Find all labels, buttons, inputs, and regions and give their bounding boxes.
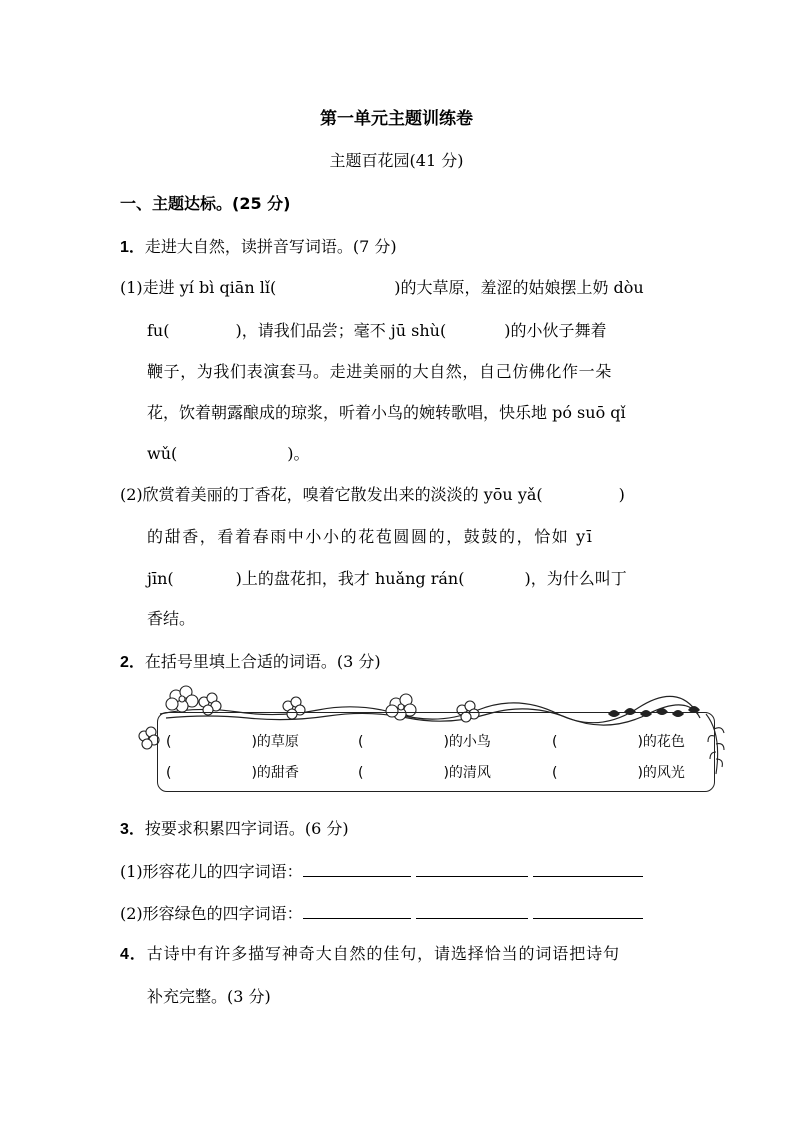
answer-underline[interactable] [303,862,411,877]
question-text: 按要求积累四字词语。(6 分) [144,819,349,838]
text-span: (2)欣赏着美丽的丁香花，嗅着它散发出来的淡淡的 yōu yǎ( [120,485,543,504]
answer-underline[interactable] [416,862,528,877]
answer-underline[interactable] [303,904,411,919]
q3-line1 [120,859,643,882]
q1-p2-line4: 香结。 [147,609,196,628]
text-span: )的大草原，羞涩的姑娘摆上奶 dòu [394,278,644,297]
q1-p1-line1 [120,275,644,298]
answer-underline[interactable] [533,904,643,919]
text-span: (1)走进 yí bì qiān lǐ( [120,278,277,297]
open-paren: ( [166,765,172,781]
open-paren: ( [358,765,364,781]
fill-item[interactable] [358,731,491,751]
answer-underline[interactable] [533,862,643,877]
text-span: jīn( [147,569,174,588]
question-number: 4． [120,946,147,963]
question-text: 走进大自然，读拼音写词语。(7 分) [144,237,397,256]
text-span: )的小伙子舞着 [504,321,607,340]
text-span: )，为什么叫丁 [524,569,627,588]
page-title: 第一单元主题训练卷 [320,109,473,129]
open-paren: ( [552,734,558,750]
question-text: 在括号里填上合适的词语。(3 分) [144,652,381,671]
text-span: wǔ( [147,444,178,463]
open-paren: ( [552,765,558,781]
q1-p1-line3: 鞭子，为我们表演套马。走进美丽的大自然，自己仿佛化作一朵 [147,362,612,381]
q1-p1-line5 [147,441,310,464]
q3-line2 [120,901,643,924]
fill-suffix: )的草原 [251,734,299,750]
question-number: 2． [120,654,145,671]
question-4-cont: 补充完整。(3 分) [147,987,271,1006]
answer-underline[interactable] [416,904,528,919]
fill-suffix: )的风光 [637,765,685,781]
fill-item[interactable] [166,762,299,782]
fill-suffix: )的清风 [443,765,491,781]
question-text: 古诗中有许多描写神奇大自然的佳句，请选择恰当的词语把诗句 [146,944,620,963]
text-span: )。 [287,444,310,463]
text-span: (2)形容绿色的四字词语： [120,904,303,923]
question-number: 3． [120,821,145,838]
question-number: 1． [120,239,145,256]
question-1 [120,234,397,257]
text-span: )上的盘花扣，我才 huǎng rán( [235,569,465,588]
q1-p2-line2: 的甜香，看着春雨中小小的花苞圆圆的，鼓鼓的，恰如 yī [147,527,594,546]
q1-p1-line2 [147,318,606,341]
question-2 [120,649,381,672]
page-subtitle: 主题百花园(41 分) [329,151,464,170]
fill-item[interactable] [552,731,685,751]
question-3 [120,816,349,839]
text-span: fu( [147,321,170,340]
text-span: ) [618,485,625,504]
fill-suffix: )的甜香 [251,765,299,781]
fill-suffix: )的小鸟 [443,734,491,750]
fill-item[interactable] [358,762,491,782]
open-paren: ( [166,734,172,750]
text-span: (1)形容花儿的四字词语： [120,862,303,881]
q1-p2-line1 [120,482,625,505]
q1-p1-line4: 花，饮着朝露酿成的琼浆，听着小鸟的婉转歌唱，快乐地 pó suō qǐ [147,403,626,422]
q1-p2-line3 [147,566,627,589]
fill-suffix: )的花色 [637,734,685,750]
open-paren: ( [358,734,364,750]
section-heading-1: 一、主题达标。(25 分) [120,194,291,213]
question-4 [120,941,620,964]
fill-item[interactable] [552,762,685,782]
text-span: )，请我们品尝；毫不 jū shù( [235,321,447,340]
fill-item[interactable] [166,731,299,751]
